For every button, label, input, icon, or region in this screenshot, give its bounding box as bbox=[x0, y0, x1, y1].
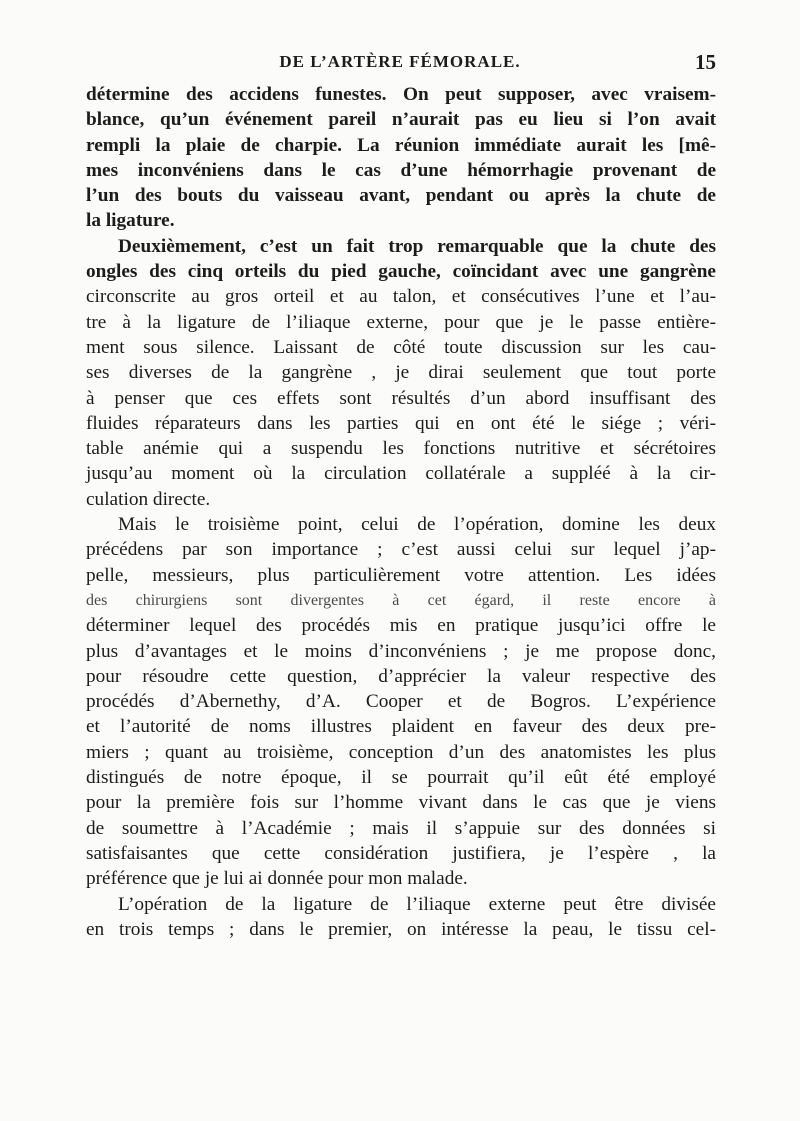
text-line: l’un des bouts du vaisseau avant, pendant ou après la chute de bbox=[86, 185, 716, 207]
text-line: préférence que je lui ai donnée pour mon malade. bbox=[86, 868, 468, 890]
body-text bbox=[86, 82, 716, 942]
text-line: ment sous silence. Laissant de côté toute discussion sur les cau- bbox=[86, 336, 716, 358]
text-line: distingués de notre époque, il se pourrait qu’il eût été employé bbox=[86, 767, 716, 789]
text-line: circonscrite au gros orteil et au talon, et consécutives l’une et l’au- bbox=[86, 286, 716, 308]
text-line: détermine des accidens funestes. On peut supposer, avec vraisem- bbox=[86, 84, 716, 105]
text-line: plus d’avantages et le moins d’inconvéniens ; je me propose donc, bbox=[86, 640, 716, 662]
running-title: DE L’ARTÈRE FÉMORALE. bbox=[279, 52, 521, 71]
text-line: ses diverses de la gangrène , je dirai seulement que tout porte bbox=[86, 362, 716, 384]
page-number: 15 bbox=[695, 50, 716, 74]
text-line: précédens par son importance ; c’est aussi celui sur lequel j’ap- bbox=[86, 539, 716, 561]
text-line: rempli la plaie de charpie. La réunion immédiate aurait les [mê- bbox=[86, 134, 716, 156]
text-line: miers ; quant au troisième, conception d’un des anatomistes les plus bbox=[86, 741, 716, 763]
text-line: en trois temps ; dans le premier, on intéresse la peau, le tissu cel- bbox=[86, 918, 716, 940]
running-head bbox=[84, 52, 716, 74]
text-line: et l’autorité de noms illustres plaident en faveur des deux pre- bbox=[86, 716, 716, 738]
text-line: pour résoudre cette question, d’apprécier la valeur respective des bbox=[86, 665, 716, 687]
text-line: blance, qu’un événement pareil n’aurait pas eu lieu si l’on avait bbox=[86, 109, 716, 131]
text-line: culation directe. bbox=[86, 488, 211, 510]
text-line: table anémie qui a suspendu les fonctions nutritive et sécrétoires bbox=[86, 438, 716, 460]
text-line: ongles des cinq orteils du pied gauche, coïncidant avec une gangrène bbox=[86, 261, 716, 283]
text-line: pour la première fois sur l’homme vivant dans le cas que je viens bbox=[86, 792, 716, 814]
text-line: déterminer lequel des procédés mis en pratique jusqu’ici offre le bbox=[86, 615, 716, 637]
text-line: pelle, messieurs, plus particulièrement votre attention. Les idées bbox=[86, 564, 716, 586]
text-line: la ligature. bbox=[86, 210, 175, 232]
text-line: satisfaisantes que cette considération justifiera, je l’espère , la bbox=[86, 842, 716, 864]
text-line: L’opération de la ligature de l’iliaque externe peut être divisée bbox=[118, 893, 716, 915]
text-line: Mais le troisième point, celui de l’opération, domine les deux bbox=[118, 514, 716, 536]
text-line: procédés d’Abernethy, d’A. Cooper et de Bogros. L’expérience bbox=[86, 691, 716, 713]
text-line: Deuxièmement, c’est un fait trop remarquable que la chute des bbox=[118, 235, 716, 257]
text-line: de soumettre à l’Académie ; mais il s’appuie sur des données si bbox=[86, 817, 716, 839]
text-line: jusqu’au moment où la circulation collatérale a suppléé à la cir- bbox=[86, 463, 716, 485]
text-line: mes inconvéniens dans le cas d’une hémorrhagie provenant de bbox=[86, 159, 716, 181]
text-line: à penser que ces effets sont résultés d’un abord insuffisant des bbox=[86, 387, 716, 409]
text-line: fluides réparateurs dans les parties qui en ont été le siége ; véri- bbox=[86, 412, 716, 434]
text-line: tre à la ligature de l’iliaque externe, pour que je le passe entière- bbox=[86, 311, 716, 333]
text-line: des chirurgiens sont divergentes à cet égard, il reste encore à bbox=[86, 591, 716, 609]
